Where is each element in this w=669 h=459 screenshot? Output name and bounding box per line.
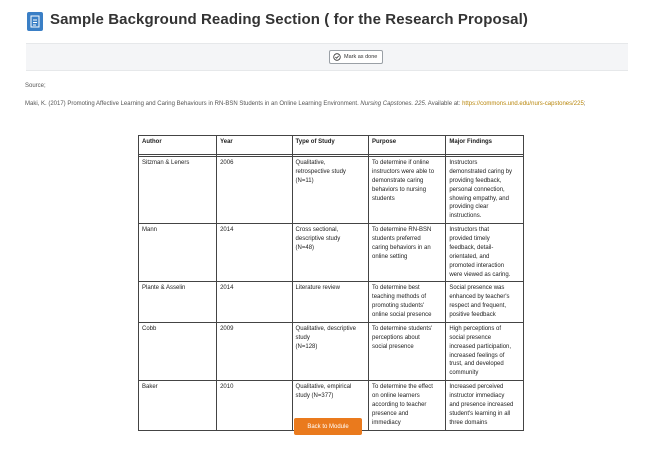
cell-type: Qualitative, empirical study (N=377)	[292, 381, 368, 430]
cell-purpose: To determine students' perceptions about social presence	[369, 322, 446, 380]
cell-findings: Social presence was enhanced by teacher's respect and frequent, positive feedback	[446, 282, 524, 323]
mark-as-done-label: Mark as done	[344, 54, 378, 60]
cell-year: 2014	[217, 282, 292, 323]
cell-type: Literature review	[292, 282, 368, 323]
cell-year: 2006	[217, 157, 292, 224]
cell-author: Baker	[139, 381, 217, 430]
citation-link[interactable]: https://commons.und.edu/nurs-capstones/225	[462, 101, 584, 107]
literature-table	[138, 135, 524, 431]
cell-type: Cross sectional, descriptive study (N=48)	[292, 224, 368, 282]
cell-findings: High perceptions of social presence increased participation, increased feelings of trust, and developed community	[446, 322, 524, 380]
citation-text: Maki, K. (2017) Promoting Affective Learning and Caring Behaviours in RN-BSN Students in an Online Learning Environment.	[25, 101, 359, 107]
document-icon	[27, 12, 43, 31]
citation-link-suffix: ;	[583, 101, 586, 107]
header-purpose: Purpose	[369, 136, 446, 155]
header-author: Author	[139, 136, 217, 155]
table-row	[139, 282, 524, 323]
cell-purpose: To determine the effect on online learners according to teacher presence and immediacy	[369, 381, 446, 430]
cell-author: Sitzman & Leners	[139, 157, 217, 224]
cell-year: 2010	[217, 381, 292, 430]
header-major-findings: Major Findings	[446, 136, 524, 155]
table-header-row	[139, 136, 524, 155]
cell-purpose: To determine best teaching methods of promoting students' online social presence	[369, 282, 446, 323]
table-row	[139, 322, 524, 380]
cell-year: 2014	[217, 224, 292, 282]
page-header	[0, 0, 669, 42]
citation-journal: Nursing Capstones. 225	[360, 101, 425, 107]
cell-findings: Instructors demonstrated caring by providing feedback, personal connection, showing empathy, and providing clear instructions.	[446, 157, 524, 224]
completion-bar	[26, 43, 628, 71]
table-row	[139, 157, 524, 224]
cell-findings: Increased perceived instructor immediacy and presence increased student's learning in all three domains	[446, 381, 524, 430]
cell-type: Qualitative, descriptive study (N=128)	[292, 322, 368, 380]
citation-available-at: . Available at:	[424, 101, 461, 107]
cell-type: Qualitative, retrospective study (N=11)	[292, 157, 368, 224]
mark-as-done-button[interactable]	[329, 50, 383, 64]
cell-findings: Instructors that provided timely feedback, detail- orientated, and promoted interaction were viewed as caring.	[446, 224, 524, 282]
cell-year: 2009	[217, 322, 292, 380]
page-title: Sample Background Reading Section ( for the Research Proposal)	[50, 11, 528, 28]
header-year: Year	[217, 136, 292, 155]
cell-purpose: To determine RN-BSN students preferred caring behaviors in an online setting	[369, 224, 446, 282]
cell-purpose: To determine if online instructors were able to demonstrate caring behaviors to nursing students	[369, 157, 446, 224]
back-to-module-button[interactable]: Back to Module	[294, 418, 362, 435]
header-type-of-study: Type of Study	[292, 136, 368, 155]
cell-author: Plante & Asselin	[139, 282, 217, 323]
cell-author: Mann	[139, 224, 217, 282]
cell-author: Cobb	[139, 322, 217, 380]
check-circle-icon	[333, 53, 341, 61]
table-row	[139, 224, 524, 282]
source-label: Source;	[25, 83, 46, 89]
citation	[25, 101, 585, 107]
